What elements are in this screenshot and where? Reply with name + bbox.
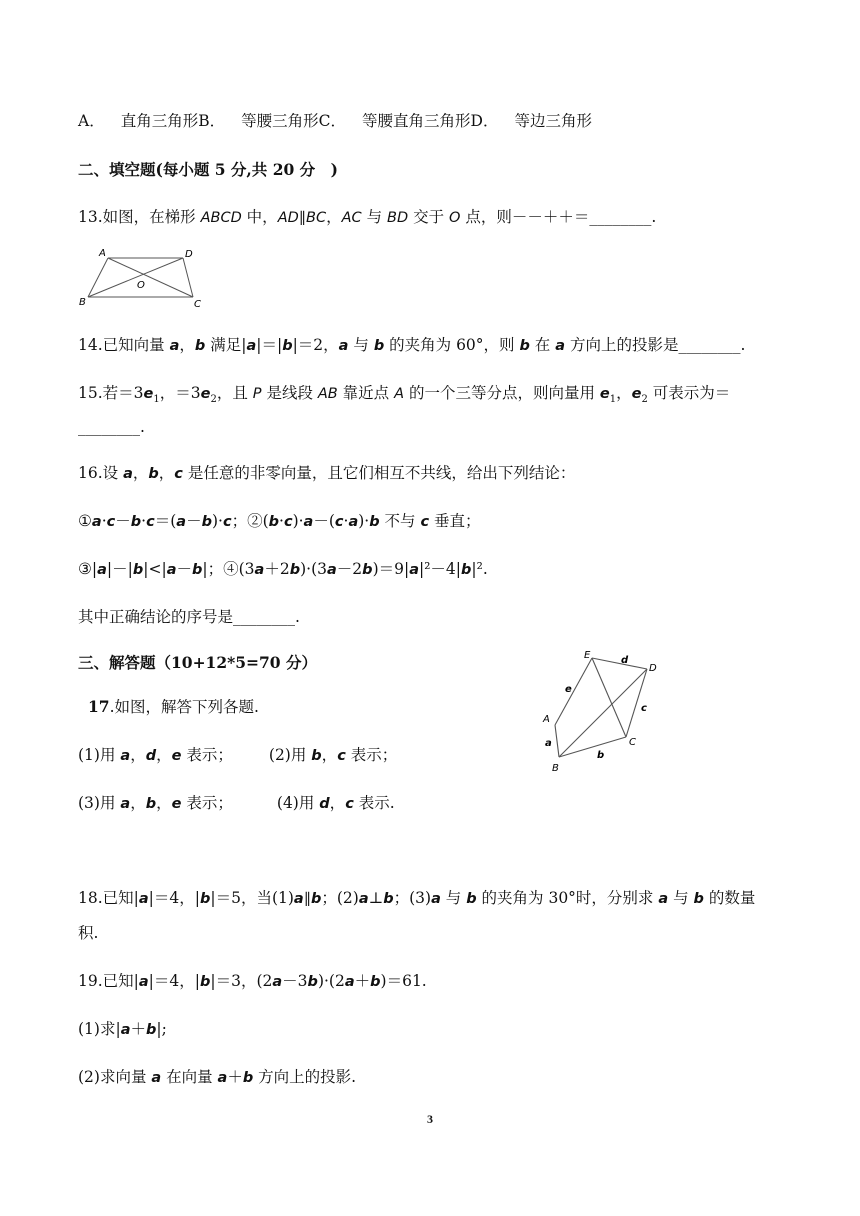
q15-text: 靠近点 bbox=[337, 384, 395, 402]
q16-statements-3-4 bbox=[78, 558, 488, 581]
txt: |². bbox=[471, 560, 488, 578]
txt: 垂直； bbox=[429, 512, 481, 530]
txt: |＝4，| bbox=[148, 889, 200, 907]
q16-text: ， bbox=[132, 464, 149, 482]
txt: ， bbox=[130, 794, 146, 812]
diagonal-ec bbox=[592, 658, 626, 737]
q13-text: 交于 bbox=[408, 208, 450, 226]
vec-a: a bbox=[293, 891, 304, 907]
txt: |；④(3 bbox=[202, 560, 255, 578]
point-d: D bbox=[649, 663, 657, 674]
point-a: A bbox=[543, 714, 550, 725]
txt: 不与 bbox=[379, 512, 421, 530]
q19-part-2 bbox=[78, 1066, 356, 1089]
edge-ab bbox=[555, 725, 559, 757]
vec-a: a bbox=[555, 338, 566, 354]
txt: ， bbox=[321, 746, 338, 764]
vec-a: a bbox=[166, 562, 177, 578]
label-a: A bbox=[99, 248, 106, 259]
vec-a: a bbox=[120, 796, 131, 812]
vector-label-d: d bbox=[621, 655, 629, 666]
vec-a: a bbox=[431, 891, 441, 907]
vec-c: c bbox=[334, 514, 344, 530]
point-b: B bbox=[552, 763, 559, 774]
txt: ＝( bbox=[154, 512, 177, 530]
vec-b: b bbox=[310, 891, 322, 907]
question-15-blank: ________. bbox=[78, 418, 145, 436]
option-b-label: B． bbox=[198, 112, 226, 130]
vec-b: b bbox=[311, 748, 322, 764]
txt: ∥ bbox=[303, 891, 311, 907]
page-number: 3 bbox=[427, 1112, 433, 1126]
vec-b: b bbox=[192, 562, 203, 578]
option-d-text: 等边三角形 bbox=[514, 112, 592, 130]
q15-var: A bbox=[394, 386, 405, 402]
point-c: C bbox=[629, 737, 636, 748]
point-e: E bbox=[584, 650, 591, 661]
txt: )＝9| bbox=[372, 560, 410, 578]
subscript: 1 bbox=[609, 394, 617, 406]
q14-text: |＝2， bbox=[292, 336, 339, 354]
vec-b: b bbox=[201, 514, 212, 530]
vec-b: b bbox=[362, 562, 373, 578]
vec-b: b bbox=[146, 1022, 157, 1038]
txt: － bbox=[115, 512, 131, 530]
question-18 bbox=[78, 887, 755, 910]
txt: 表示； bbox=[181, 746, 233, 764]
txt: －3 bbox=[282, 972, 308, 990]
txt: (2)求向量 bbox=[78, 1068, 152, 1086]
vec-c: c bbox=[345, 796, 354, 812]
q16-text: ， bbox=[158, 464, 175, 482]
q14-text: 的夹角为 60°，则 bbox=[384, 336, 520, 354]
q13-var: AC bbox=[341, 210, 362, 226]
txt: －( bbox=[313, 512, 335, 530]
question-18-cont: 积. bbox=[78, 924, 99, 942]
vector-label-e: e bbox=[565, 684, 572, 695]
vec-a: a bbox=[138, 974, 149, 990]
txt: ＋ bbox=[227, 1068, 243, 1086]
txt: ， bbox=[156, 794, 172, 812]
vec-a: a bbox=[176, 514, 187, 530]
vec-b: b bbox=[383, 891, 394, 907]
question-16 bbox=[78, 462, 575, 485]
txt: － bbox=[176, 560, 193, 578]
vec-a: a bbox=[217, 1070, 228, 1086]
vec-a: a bbox=[151, 1070, 162, 1086]
txt: ③| bbox=[78, 560, 98, 578]
vec-b: b bbox=[145, 796, 157, 812]
vec-b: b bbox=[693, 891, 704, 907]
q15-text: 可表示为＝ bbox=[647, 384, 731, 402]
vec-c: c bbox=[146, 514, 155, 530]
txt: |＝5，当(1) bbox=[210, 889, 294, 907]
txt: ⊥ bbox=[368, 889, 384, 907]
trapezoid-figure bbox=[78, 242, 210, 308]
txt: 与 bbox=[668, 889, 694, 907]
option-b-text: 等腰三角形 bbox=[241, 112, 319, 130]
label-d: D bbox=[185, 249, 193, 260]
vec-b: b bbox=[466, 891, 477, 907]
txt: － bbox=[186, 512, 202, 530]
txt: ＋ bbox=[354, 972, 371, 990]
txt: |; bbox=[156, 1020, 167, 1038]
vec-b: b bbox=[268, 514, 280, 530]
q17-text: .如图，解答下列各题. bbox=[109, 698, 259, 716]
vec-a: a bbox=[272, 974, 283, 990]
vec-b: b bbox=[130, 514, 142, 530]
subscript: 2 bbox=[210, 394, 217, 406]
vec-a: a bbox=[254, 562, 265, 578]
txt: · bbox=[343, 512, 349, 530]
vec-b: b bbox=[373, 338, 385, 354]
vec-b: b bbox=[370, 974, 381, 990]
q13-text: 点，则－－＋＋＝________. bbox=[460, 208, 657, 226]
q15-text: 的一个三等分点，则向量用 bbox=[404, 384, 600, 402]
vec-e: e bbox=[171, 748, 182, 764]
q14-text: 在 bbox=[529, 336, 556, 354]
txt: ＋2 bbox=[264, 560, 290, 578]
q17-number: 17 bbox=[88, 697, 110, 716]
vec-d: d bbox=[319, 796, 330, 812]
txt: · bbox=[101, 512, 107, 530]
vec-c: c bbox=[283, 514, 293, 530]
q13-var: ABCD bbox=[200, 210, 242, 226]
edge-ea bbox=[555, 658, 592, 725]
vec-c: c bbox=[222, 514, 232, 530]
txt: ， bbox=[329, 794, 346, 812]
txt: · bbox=[141, 512, 147, 530]
vec-c: c bbox=[106, 514, 116, 530]
txt: 与 bbox=[440, 889, 467, 907]
q15-var: AB bbox=[317, 386, 338, 402]
section-2-title: 二、填空题(每小题 5 分,共 20 分 ) bbox=[78, 160, 339, 179]
label-b: B bbox=[79, 297, 86, 308]
option-c-text: 等腰直角三角形 bbox=[362, 112, 471, 130]
vec-b: b bbox=[194, 338, 206, 354]
q15-text: 是线段 bbox=[261, 384, 318, 402]
q13-var: AD∥BC bbox=[277, 210, 327, 226]
vec-b: b bbox=[242, 1070, 254, 1086]
q13-text: 与 bbox=[361, 208, 388, 226]
vec-a: a bbox=[246, 338, 257, 354]
txt: ；(2) bbox=[321, 889, 359, 907]
vec-a: a bbox=[303, 514, 314, 530]
txt: )＝61. bbox=[380, 972, 427, 990]
pentagon-vector-figure bbox=[535, 645, 675, 775]
vec-a: a bbox=[97, 562, 107, 578]
option-a-text: 直角三角形 bbox=[120, 112, 199, 130]
label-c: C bbox=[194, 299, 201, 308]
vec-c: c bbox=[337, 748, 346, 764]
txt: 在向量 bbox=[161, 1068, 218, 1086]
q16-text: 16.设 bbox=[78, 464, 124, 482]
vec-b: b bbox=[199, 891, 211, 907]
txt: ；(3) bbox=[393, 889, 432, 907]
vec-b: b bbox=[148, 466, 159, 482]
txt: ＋ bbox=[130, 1020, 146, 1038]
q16-answer-prompt: 其中正确结论的序号是________. bbox=[78, 608, 300, 626]
vec-a: a bbox=[658, 891, 669, 907]
section-3-title: 三、解答题（10+12*5=70 分） bbox=[78, 653, 317, 672]
q19-part-1 bbox=[78, 1018, 167, 1041]
q14-text: |＝| bbox=[256, 336, 283, 354]
txt: 方向上的投影. bbox=[253, 1068, 357, 1086]
vec-e: e bbox=[631, 386, 642, 402]
txt: )·(3 bbox=[300, 560, 327, 578]
txt: 表示； bbox=[181, 794, 233, 812]
txt: ， bbox=[156, 746, 172, 764]
txt: 的夹角为 30°时，分别求 bbox=[476, 889, 659, 907]
txt: ① bbox=[78, 512, 92, 530]
txt: －2 bbox=[336, 560, 363, 578]
vector-label-b: b bbox=[597, 750, 605, 761]
vec-e: e bbox=[599, 386, 610, 402]
vec-a: a bbox=[123, 466, 133, 482]
txt: 表示； bbox=[345, 746, 398, 764]
txt: |＝4，| bbox=[148, 972, 200, 990]
question-17 bbox=[88, 696, 259, 718]
vec-b: b bbox=[307, 974, 318, 990]
subscript: 1 bbox=[153, 394, 160, 406]
label-o: O bbox=[137, 280, 145, 291]
txt: |＝3，(2 bbox=[210, 972, 273, 990]
q15-text: 15.若＝3 bbox=[78, 384, 144, 402]
txt: )· bbox=[211, 512, 223, 530]
q17-parts-1-2 bbox=[78, 744, 397, 767]
question-15 bbox=[78, 382, 730, 411]
vec-a: a bbox=[120, 748, 131, 764]
txt: 的数量 bbox=[703, 889, 756, 907]
vec-a: a bbox=[344, 974, 355, 990]
question-19 bbox=[78, 970, 427, 993]
txt: (3)用 bbox=[78, 794, 121, 812]
edge-ab bbox=[88, 258, 108, 297]
vec-b: b bbox=[519, 338, 530, 354]
txt: (4)用 bbox=[276, 794, 320, 812]
subscript: 2 bbox=[641, 394, 648, 406]
vec-a: a bbox=[409, 562, 419, 578]
diagonal-ac bbox=[108, 258, 193, 297]
vec-b: b bbox=[369, 514, 380, 530]
q15-text: ，＝3 bbox=[159, 384, 201, 402]
vec-b: b bbox=[282, 338, 293, 354]
txt: · bbox=[279, 512, 284, 530]
txt: ；②( bbox=[231, 512, 269, 530]
txt: |²－4| bbox=[419, 560, 462, 578]
q13-text: 13.如图，在梯形 bbox=[78, 208, 201, 226]
vec-c: c bbox=[420, 514, 430, 530]
vec-a: a bbox=[138, 891, 149, 907]
txt: ， bbox=[130, 746, 146, 764]
txt: )· bbox=[292, 512, 304, 530]
q15-var: P bbox=[252, 386, 262, 402]
vector-label-a: a bbox=[545, 738, 552, 749]
option-d-label: D． bbox=[470, 112, 499, 130]
txt: (2)用 bbox=[268, 746, 312, 764]
vector-label-c: c bbox=[641, 703, 647, 714]
vec-e: e bbox=[171, 796, 182, 812]
vec-b: b bbox=[461, 562, 472, 578]
q14-text: 与 bbox=[348, 336, 374, 354]
vec-e: e bbox=[200, 386, 211, 402]
txt: 18.已知| bbox=[78, 889, 139, 907]
txt: )·(2 bbox=[317, 972, 345, 990]
option-c-label: C． bbox=[318, 112, 346, 130]
q12-options bbox=[78, 110, 592, 132]
vec-a: a bbox=[338, 338, 349, 354]
vec-e: e bbox=[143, 386, 154, 402]
txt: |<| bbox=[143, 560, 167, 578]
vec-b: b bbox=[132, 562, 144, 578]
txt: |－| bbox=[106, 560, 133, 578]
q14-text: 14.已知向量 bbox=[78, 336, 170, 354]
vec-a: a bbox=[169, 338, 180, 354]
q16-text: 是任意的非零向量，且它们相互不共线，给出下列结论： bbox=[182, 464, 576, 482]
txt: 19.已知| bbox=[78, 972, 139, 990]
vec-d: d bbox=[145, 748, 157, 764]
vec-a: a bbox=[348, 514, 359, 530]
vec-a: a bbox=[327, 562, 337, 578]
q14-text: ， bbox=[179, 336, 195, 354]
q13-text: 中， bbox=[241, 208, 278, 226]
vec-b: b bbox=[289, 562, 301, 578]
vec-a: a bbox=[120, 1022, 131, 1038]
vec-b: b bbox=[199, 974, 211, 990]
txt: 表示. bbox=[353, 794, 395, 812]
vec-a: a bbox=[358, 891, 369, 907]
question-13 bbox=[78, 206, 656, 229]
txt: (1)用 bbox=[78, 746, 121, 764]
q14-text: 方向上的投影是________. bbox=[565, 336, 746, 354]
question-14 bbox=[78, 334, 745, 357]
vec-c: c bbox=[174, 466, 183, 482]
edge-ed bbox=[592, 658, 647, 669]
vec-a: a bbox=[91, 514, 102, 530]
q15-text: ， bbox=[616, 384, 632, 402]
diagonal-bd bbox=[88, 258, 183, 297]
txt: (1)求| bbox=[78, 1020, 121, 1038]
q13-var: BD bbox=[387, 210, 409, 226]
q13-text: ， bbox=[326, 208, 342, 226]
q13-var: O bbox=[449, 210, 461, 226]
q15-text: ，且 bbox=[216, 384, 253, 402]
q14-text: 满足| bbox=[205, 336, 247, 354]
q17-parts-3-4 bbox=[78, 792, 395, 815]
q16-statements-1-2 bbox=[78, 510, 481, 533]
txt: )· bbox=[358, 512, 370, 530]
edge-dc bbox=[183, 258, 193, 297]
option-a-label: A． bbox=[78, 112, 105, 130]
